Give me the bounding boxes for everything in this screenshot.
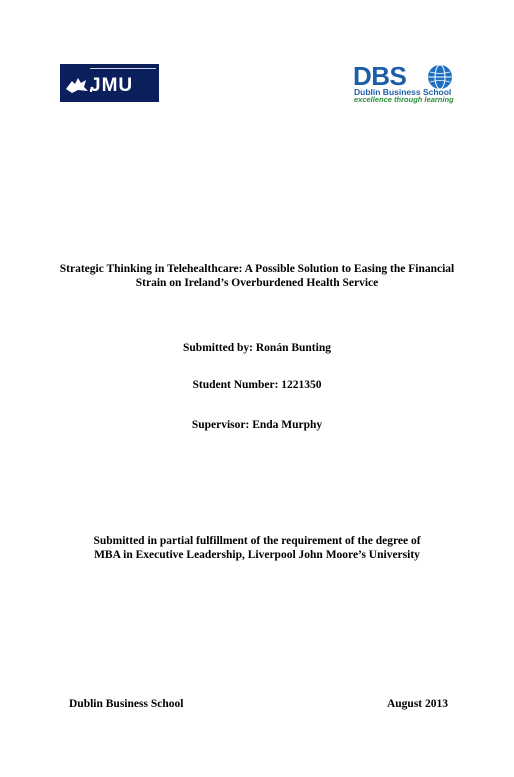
jmu-logo-text: JMU xyxy=(90,75,134,96)
dbs-logo-name: Dublin Business School xyxy=(354,87,452,97)
thesis-title xyxy=(0,262,514,290)
degree-statement-line-2: MBA in Executive Leadership, Liverpool John Moore’s University xyxy=(94,549,420,561)
footer-date: August 2013 xyxy=(386,698,448,710)
thesis-title-line-1: Strategic Thinking in Telehealthcare: A Possible Solution to Easing the Financial xyxy=(59,263,455,275)
student-number: Student Number: 1221350 xyxy=(192,379,322,391)
thesis-title-line-2: Strain on Ireland’s Overburdened Health Service xyxy=(135,277,379,289)
dbs-logo-letters: DBS xyxy=(353,61,407,91)
footer-institution: Dublin Business School xyxy=(69,698,184,710)
liver-bird-crest-icon xyxy=(64,75,90,95)
jmu-top-rule xyxy=(90,68,156,69)
degree-statement-line-1: Submitted in partial fulfillment of the requirement of the degree of xyxy=(93,535,421,547)
author: Submitted by: Ronán Bunting xyxy=(183,342,331,354)
dbs-logo-tagline: excellence through learning xyxy=(354,95,454,104)
dbs-logo xyxy=(353,63,457,103)
jmu-logo xyxy=(60,64,159,102)
degree-statement xyxy=(0,534,514,562)
supervisor: Supervisor: Enda Murphy xyxy=(191,419,323,431)
